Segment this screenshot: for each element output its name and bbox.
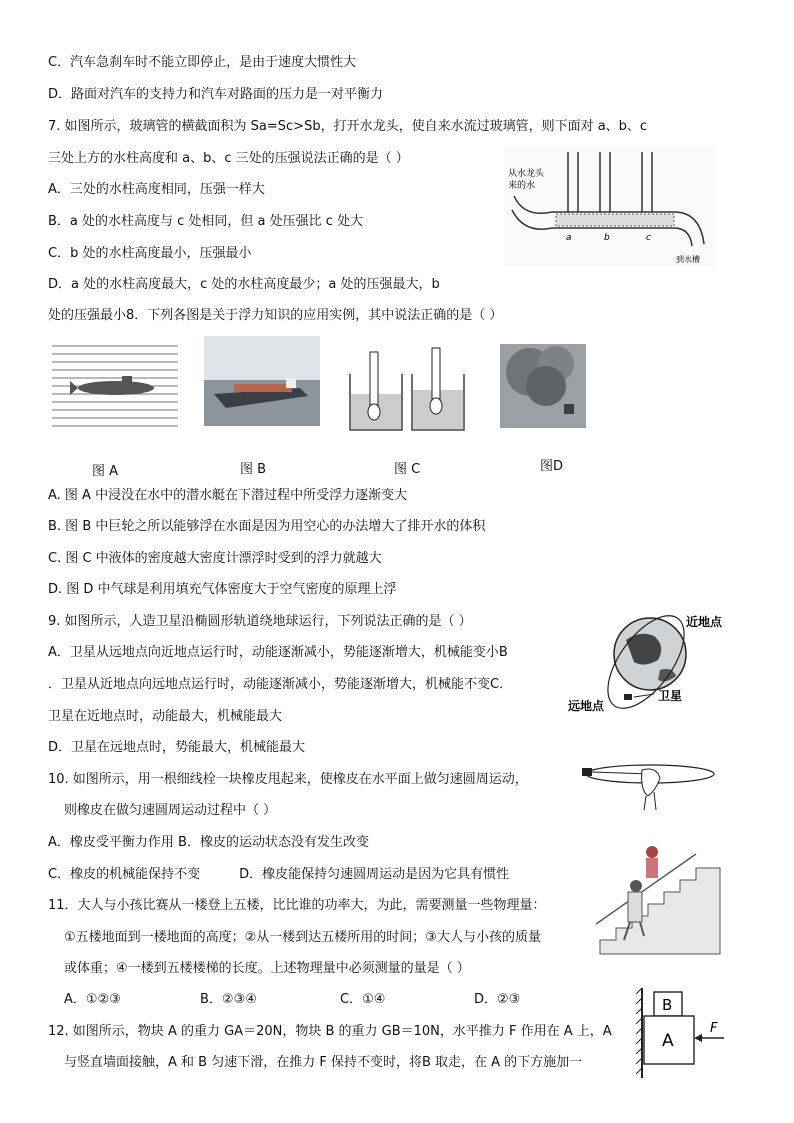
caption-c: 图 C bbox=[394, 462, 421, 477]
q7-option-d: D．a 处的水柱高度最大，c 处的水柱高度最少；a 处的压强最大，b bbox=[48, 277, 440, 292]
q11-stem-3: 或体重；④一楼到五楼楼梯的长度。上述物理量中必须测量的量是（ ） bbox=[64, 961, 470, 976]
q10-stem-2: 则橡皮在做匀速圆周运动过程中（ ） bbox=[64, 803, 277, 818]
q11-stem-2: ①五楼地面到一楼地面的高度；②从一楼到达五楼所用的时间；③大人与小孩的质量 bbox=[64, 930, 541, 945]
q12-stem: 12. 如图所示，物块 A 的重力 GA＝20N，物块 B 的重力 GB＝10N，水平推力 F 作用在 A 上，A bbox=[48, 1024, 612, 1039]
q7-stem-2: 三处上方的水柱高度和 a、b、c 三处的压强说法正确的是（ ） bbox=[48, 151, 409, 166]
q10-stem: 10. 如图所示，用一根细线栓一块橡皮甩起来，使橡皮在水平面上做匀速圆周运动， bbox=[48, 772, 528, 787]
tap-label-1: 从水龙头 bbox=[508, 169, 545, 179]
q7-stem: 7. 如图所示，玻璃管的横截面积为 Sa=Sc>Sb，打开水龙头，使自来水流过玻璃管，则下面对 a、b、c bbox=[48, 119, 648, 134]
perigee-label: 近地点 bbox=[686, 615, 723, 629]
q7-option-b: B．a 处的水柱高度与 c 处相同，但 a 处压强比 c 处大 bbox=[48, 214, 364, 229]
q8-option-c: C. 图 C 中液体的密度越大密度计漂浮时受到的浮力就越大 bbox=[48, 551, 382, 566]
satellite-label: 卫星 bbox=[658, 689, 683, 703]
q9-option-a: A．卫星从远地点向近地点运行时，动能逐渐减小，势能逐渐增大，机械能变小B bbox=[48, 645, 508, 660]
q11-option-c: C．①④ bbox=[340, 992, 386, 1007]
q11-stem: 11．大人与小孩比赛从一楼登上五楼，比比谁的功率大，为此，需要测量一些物理量： bbox=[48, 898, 546, 913]
q11-option-a: A．①②③ bbox=[64, 992, 121, 1007]
sink-label: 到水槽 bbox=[676, 255, 700, 264]
q9-option-c: 卫星在近地点时，动能最大，机械能最大 bbox=[48, 709, 283, 724]
caption-b: 图 B bbox=[240, 462, 267, 477]
q7-option-c: C．b 处的水柱高度最小，压强最小 bbox=[48, 246, 252, 261]
balloon-figure bbox=[500, 344, 586, 428]
caption-d: 图D bbox=[540, 459, 564, 474]
q9-option-d: D．卫星在远地点时，势能最大，机械能最大 bbox=[48, 740, 306, 755]
hydrometer-figure bbox=[346, 344, 472, 434]
block-b-label: B bbox=[662, 996, 673, 1014]
q8-option-d: D. 图 D 中气球是利用填充气体密度大于空气密度的原理上浮 bbox=[48, 582, 397, 597]
q11-option-b: B．②③④ bbox=[200, 992, 257, 1007]
q8-option-b: B. 图 B 中巨轮之所以能够浮在水面是因为用空心的办法增大了排开水的体积 bbox=[48, 519, 486, 534]
apogee-label: 远地点 bbox=[568, 699, 605, 713]
q9-option-b: ．卫星从近地点向远地点运行时，动能逐渐减小，势能逐渐增大，机械能不变C． bbox=[48, 677, 513, 692]
q9-stem: 9. 如图所示，人造卫星沿椭圆形轨道绕地球运行，下列说法正确的是（ ） bbox=[48, 614, 472, 629]
label-b: b bbox=[604, 233, 610, 243]
glass-tube-figure bbox=[504, 148, 716, 266]
caption-a: 图 A bbox=[92, 464, 119, 479]
q11-option-d: D．②③ bbox=[474, 992, 521, 1007]
block-a-label: A bbox=[662, 1031, 674, 1051]
q12-stem-2: 与竖直墙面接触，A 和 B 匀速下滑，在推力 F 保持不变时，将B 取走，在 A 的下方施加一 bbox=[64, 1055, 583, 1070]
stairs-figure bbox=[596, 840, 724, 958]
q8-stem: 处的压强最小8．下列各图是关于浮力知识的应用实例，其中说法正确的是（ ） bbox=[48, 308, 503, 323]
q7-option-a: A．三处的水柱高度相同，压强一样大 bbox=[48, 182, 265, 197]
submarine-figure bbox=[52, 338, 178, 432]
satellite-orbit-figure bbox=[562, 606, 732, 720]
label-a: a bbox=[566, 233, 572, 243]
q6-option-d: D．路面对汽车的支持力和汽车对路面的压力是一对平衡力 bbox=[48, 87, 384, 102]
q6-option-c: C．汽车急刹车时不能立即停止，是由于速度大惯性大 bbox=[48, 55, 357, 70]
blocks-wall-figure bbox=[636, 988, 728, 1078]
q10-option-cd: C．橡皮的机械能保持不变 D．橡皮能保持匀速圆周运动是因为它具有惯性 bbox=[48, 867, 510, 882]
force-f-label: F bbox=[710, 1021, 718, 1036]
label-c: c bbox=[646, 233, 651, 243]
ship-figure bbox=[204, 336, 320, 426]
q10-option-ab: A．橡皮受平衡力作用 B．橡皮的运动状态没有发生改变 bbox=[48, 835, 369, 850]
tap-label-2: 来的水 bbox=[508, 181, 536, 191]
q8-option-a: A. 图 A 中浸没在水中的潜水艇在下潜过程中所受浮力逐渐变大 bbox=[48, 488, 408, 503]
eraser-circular-figure bbox=[576, 752, 716, 812]
